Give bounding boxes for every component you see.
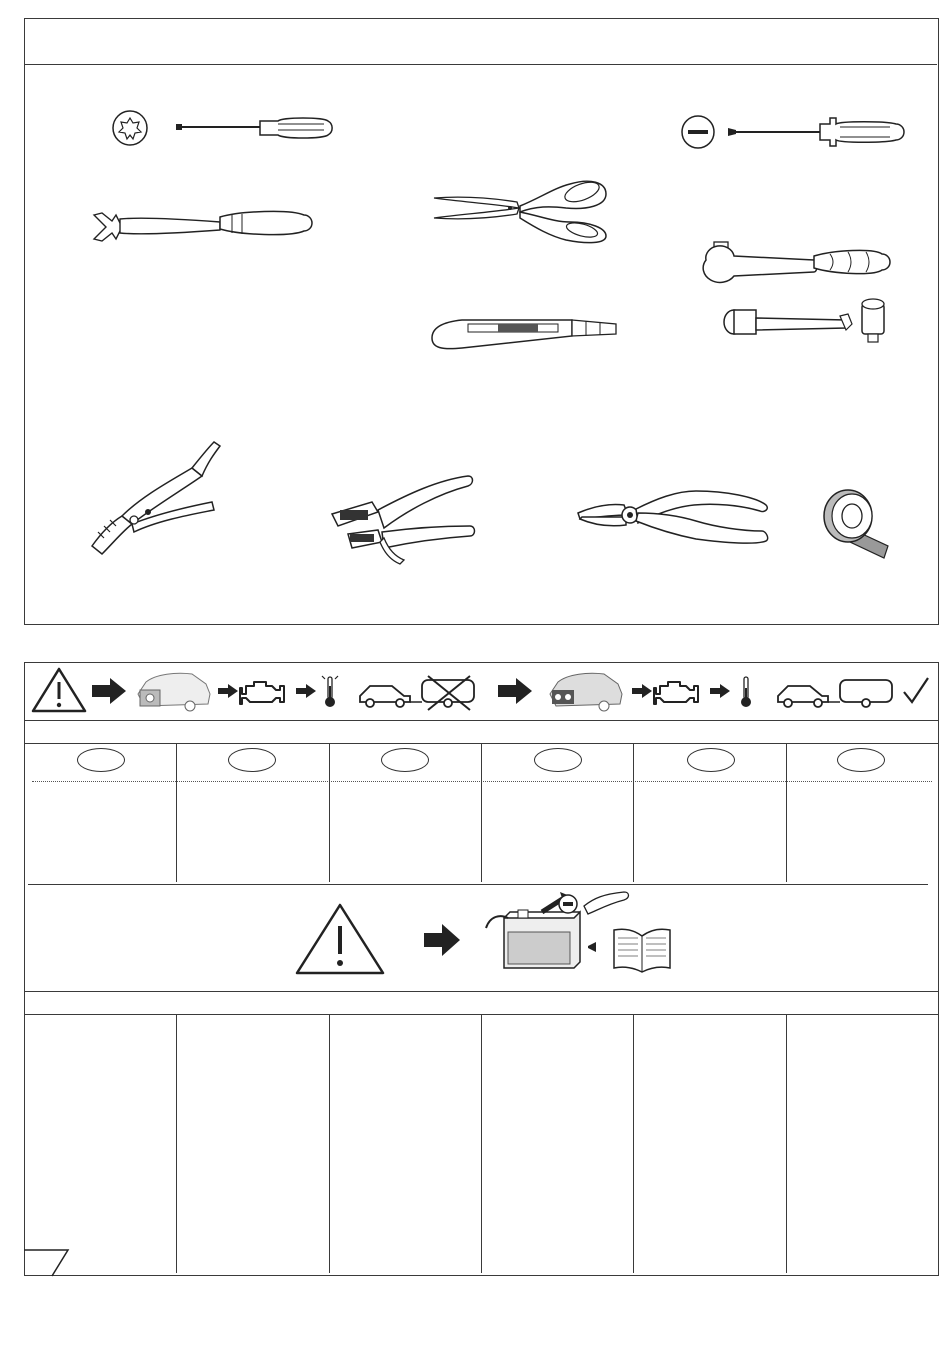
tools-panel-header-divider (25, 64, 937, 65)
language-badge (534, 748, 582, 772)
ratchet-icon (700, 238, 895, 283)
flat-screwdriver-icon (680, 114, 910, 154)
column-separator (176, 1015, 177, 1273)
manual-book-icon (612, 926, 672, 972)
arrow-right-icon (710, 684, 730, 698)
warning-triangle-icon (294, 902, 386, 976)
language-badge (687, 748, 735, 772)
insulating-tape-icon (818, 486, 898, 561)
warning-triangle-icon (30, 666, 88, 714)
language-header-bar (24, 720, 939, 744)
language-badge (228, 748, 276, 772)
car-trailer-crossed-icon (356, 672, 484, 712)
car-front-icon (546, 668, 626, 712)
column-separator (481, 1015, 482, 1273)
arrow-right-icon (92, 678, 126, 704)
language-badge (837, 748, 885, 772)
arrow-right-icon (632, 684, 652, 698)
column-separator (176, 744, 177, 882)
socket-extension-icon (720, 296, 895, 346)
arrow-right-icon (424, 924, 460, 956)
engine-icon (654, 676, 700, 706)
language-badge (77, 748, 125, 772)
checkmark-icon (902, 676, 930, 706)
language-header-bar (24, 991, 939, 1015)
column-separator (329, 744, 330, 882)
side-cutter-icon (574, 485, 774, 555)
column-separator (481, 744, 482, 882)
scissors-icon (430, 170, 620, 245)
column-separator (633, 744, 634, 882)
car-front-icon (134, 668, 212, 712)
temperature-warning-icon (318, 672, 342, 710)
engine-warning-icon (240, 676, 286, 706)
arrow-right-icon (296, 684, 316, 698)
crimping-pliers-icon (88, 440, 228, 565)
column-separator (633, 1015, 634, 1273)
page-tab-marker (22, 1246, 72, 1278)
temperature-icon (736, 672, 756, 710)
language-badge (381, 748, 429, 772)
arrow-right-icon (498, 678, 532, 704)
utility-knife-icon (428, 310, 623, 355)
section-divider (28, 884, 928, 885)
arrow-right-icon (218, 684, 238, 698)
column-separator (786, 1015, 787, 1273)
column-divider-dotted (32, 781, 932, 782)
trim-removal-tool-icon (92, 205, 312, 250)
car-trailer-ok-icon (774, 672, 902, 712)
torx-screwdriver-icon (110, 110, 340, 150)
column-separator (329, 1015, 330, 1273)
column-separator (786, 744, 787, 882)
wire-stripper-icon (328, 472, 478, 567)
